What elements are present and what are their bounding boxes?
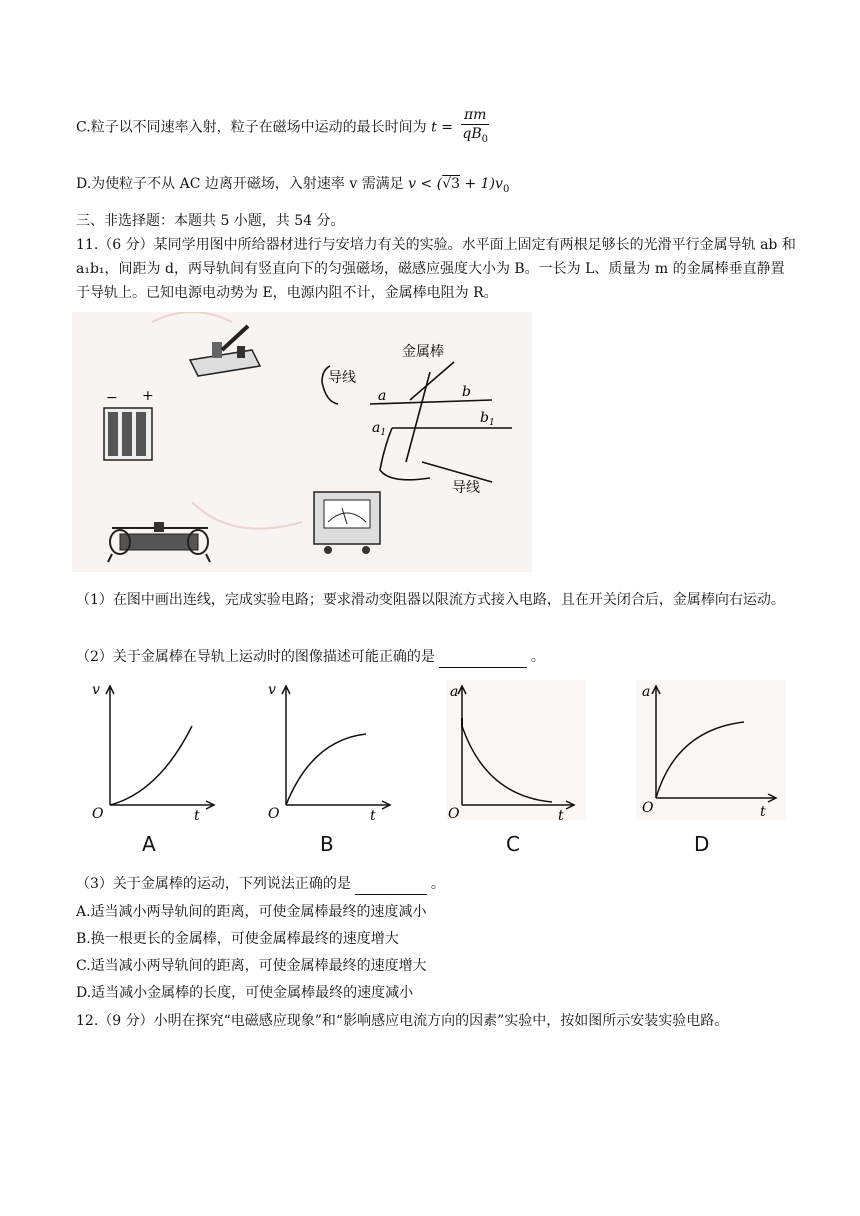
ammeter-icon — [314, 492, 380, 554]
label-b: b — [462, 384, 471, 400]
option-d — [76, 173, 509, 201]
option-d-sub: 0 — [502, 183, 510, 195]
graph-c-label: C — [506, 832, 520, 856]
svg-text:t: t — [558, 808, 564, 820]
apparatus-figure — [72, 312, 532, 572]
option-d-text: D.为使粒子不从 AC 边离开磁场，入射速率 v 需满足 — [76, 176, 404, 192]
svg-text:O: O — [448, 806, 460, 820]
option-d-expr-b: + 1)v — [460, 176, 503, 192]
option-c — [76, 106, 491, 149]
svg-text:v: v — [92, 682, 100, 698]
fraction-denominator: $qB_0$ — [462, 126, 489, 145]
option-c-eq: = — [441, 119, 453, 136]
q11-part2: （2）关于金属棒在导轨上运动时的图像描述可能正确的是 。 — [76, 646, 545, 668]
choice-c: C.适当减小两导轨间的距离，可使金属棒最终的速度增大 — [76, 958, 427, 974]
section-heading: 三、非选择题：本题共 5 小题，共 54 分。 — [76, 213, 345, 229]
q11-intro: 11.（6 分）某同学用图中所给器材进行与安培力有关的实验。水平面上固定有两根足够长的光滑平行金属导轨 ab 和 a₁b₁，间距为 d，两导轨间有竖直向下的匀强磁场，磁感应强度大小为 B。一长为 L、质量为 m 的金属棒垂直静置于导轨上。已知电源电动势为 E，电源内阻不计，金属棒电阻为 R。 — [76, 237, 796, 301]
q11-part3-text: （3）关于金属棒的运动，下列说法正确的是 — [76, 876, 351, 892]
option-c-var: t — [431, 119, 437, 136]
svg-text:O: O — [642, 800, 654, 816]
label-a1: $a_1$ — [372, 420, 387, 438]
graph-c — [446, 680, 586, 820]
svg-text:a: a — [450, 684, 459, 700]
option-c-fraction — [459, 106, 491, 149]
label-a: a — [378, 388, 387, 404]
graph-a — [84, 680, 224, 820]
label-wire-2: 导线 — [452, 480, 480, 496]
svg-text:O: O — [268, 806, 280, 820]
svg-text:t: t — [370, 808, 376, 820]
graph-b-label: B — [320, 832, 334, 856]
svg-text:t: t — [760, 804, 766, 820]
graph-row — [76, 680, 796, 860]
graph-b — [260, 680, 400, 820]
svg-text:+: + — [142, 388, 154, 404]
q12-intro: 12.（9 分）小明在探究“电磁感应现象”和“影响感应电流方向的因素”实验中，按如图所示安装实验电路。 — [76, 1013, 729, 1029]
q11-part2-text: （2）关于金属棒在导轨上运动时的图像描述可能正确的是 — [76, 649, 435, 665]
choice-a: A.适当减小两导轨间的距离，可使金属棒最终的速度减小 — [76, 904, 427, 920]
choice-b: B.换一根更长的金属棒，可使金属棒最终的速度增大 — [76, 931, 399, 947]
option-d-sqrt: √3 — [442, 176, 461, 192]
svg-text:t: t — [194, 808, 200, 820]
svg-text:−: − — [106, 390, 118, 406]
q11-part1: （1）在图中画出连线，完成实验电路；要求滑动变阻器以限流方式接入电路，且在开关闭合后，金属棒向右运动。 — [76, 592, 785, 608]
option-c-text: C.粒子以不同速率入射，粒子在磁场中运动的最长时间为 — [76, 119, 427, 136]
svg-text:O: O — [92, 806, 104, 820]
graph-d-label: D — [694, 832, 710, 856]
svg-text:a: a — [642, 684, 651, 700]
label-wire-1: 导线 — [328, 370, 356, 386]
answer-blank-2[interactable] — [439, 651, 527, 668]
fraction-numerator: πm — [461, 106, 489, 125]
q11-part3: （3）关于金属棒的运动，下列说法正确的是 。 — [76, 873, 445, 895]
option-d-expr-a: v < ( — [408, 176, 443, 192]
svg-text:v: v — [268, 682, 276, 698]
answer-blank-3[interactable] — [355, 878, 427, 895]
label-b1: $b_1$ — [480, 410, 495, 428]
graph-d — [636, 680, 786, 820]
choice-d: D.适当减小金属棒的长度，可使金属棒最终的速度减小 — [76, 985, 414, 1001]
label-rod: 金属棒 — [402, 344, 444, 360]
graph-a-label: A — [142, 832, 156, 856]
